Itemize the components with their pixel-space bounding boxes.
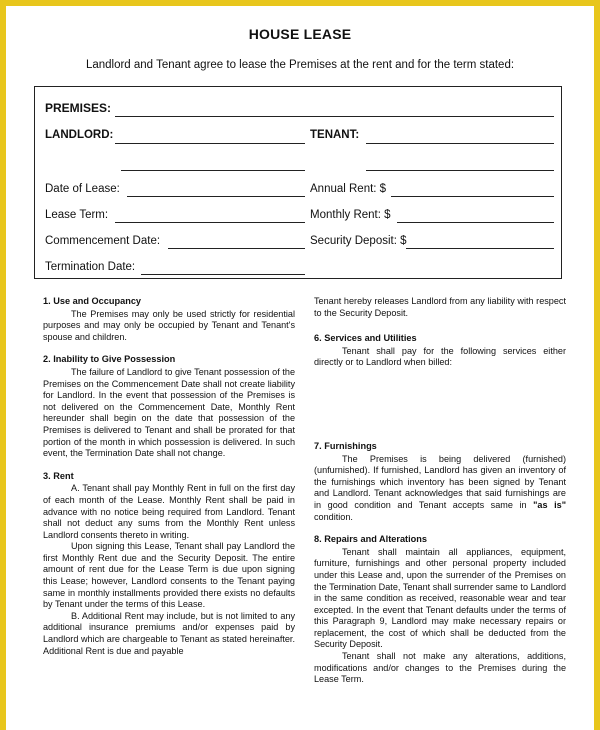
monthly-rent-field[interactable]: [397, 222, 554, 223]
lease-form-box: [34, 86, 562, 279]
section-heading: 3. Rent: [43, 470, 74, 481]
commencement-date-field[interactable]: [168, 248, 305, 249]
section-paragraph: Upon signing this Lease, Tenant shall pay Landlord the first Monthly Rent due and the Security Deposit. The entire amount of rent due for the Lease Term is due upon signing this Lease; however, Landlord consents to the Tenant paying same in monthly installments provided there exists no defaults by Tenant under the terms of this Lease.: [43, 541, 295, 610]
left-column: [43, 296, 295, 668]
as-is-bold: "as is": [533, 499, 567, 510]
landlord-field-2[interactable]: [121, 170, 305, 171]
section-use-occupancy: [43, 296, 295, 343]
security-deposit-label: Security Deposit: $: [310, 235, 407, 247]
security-deposit-field[interactable]: [406, 248, 554, 249]
text-run: The Premises is being delivered (furnished) (unfurnished). If furnished, Landlord has given an inventory of the furnishings which inventory has been signed by Tenant and Landlord. Tenant acknowledges that said furnishings are in good condition and Tenant accepts same in: [314, 453, 566, 510]
section-heading: 1. Use and Occupancy: [43, 296, 142, 306]
annual-rent-field[interactable]: [391, 196, 554, 197]
termination-date-label: Termination Date:: [45, 261, 136, 273]
premises-label: PREMISES:: [45, 101, 112, 115]
section-paragraph: [314, 454, 566, 524]
section-heading: 7. Furnishings: [314, 440, 377, 451]
date-of-lease-field[interactable]: [127, 196, 305, 197]
landlord-field[interactable]: [115, 143, 305, 144]
date-of-lease-label: Date of Lease:: [45, 183, 120, 195]
lease-term-field[interactable]: [115, 222, 305, 223]
section-furnishings: [314, 441, 566, 523]
document-title: HOUSE LEASE: [248, 26, 352, 42]
section-heading: 2. Inability to Give Possession: [43, 354, 176, 365]
section-paragraph: A. Tenant shall pay Monthly Rent in full on the first day of each month of the Lease. Monthly Rent shall be paid in advance with no notice being required from Landlord. Tenant shall not deduct any sums from the Monthly Rent unless Landlord consents thereto in writing.: [43, 483, 295, 540]
tenant-label: TENANT:: [310, 129, 360, 141]
premises-field[interactable]: [115, 116, 554, 117]
intro-text: Landlord and Tenant agree to lease the Premises at the rent and for the term stated:: [85, 59, 515, 71]
lease-term-label: Lease Term:: [45, 209, 109, 221]
section-paragraph: Tenant shall pay for the following services either directly or to Landlord when billed:: [314, 345, 566, 368]
section-paragraph: B. Additional Rent may include, but is not limited to any additional insurance premiums and/or expenses paid by Landlord which are chargeable to Tenant as stated hereinafter. Additional Rent is due and payable: [43, 610, 295, 656]
lease-page: [6, 6, 594, 730]
section-rent: [43, 471, 295, 658]
section-continued: [314, 296, 566, 319]
commencement-date-label: Commencement Date:: [45, 235, 161, 247]
section-paragraph: Tenant shall maintain all appliances, equipment, furniture, furnishings and other personal property included under this Lease and, upon the surrender of the Premises on the Termination Date, Tenant shall surrender same to Landlord in the same condition as received, reasonable wear and tear excepted. In the event that Tenant defaults under the terms of this Paragraph 9, Landlord may make necessary repairs or replacement, the cost of which shall be deducted from the Security Deposit.: [314, 546, 566, 650]
section-heading: 6. Services and Utilities: [314, 333, 417, 344]
section-paragraph: The failure of Landlord to give Tenant possession of the Premises on the Commencement Date shall not create liability for Landlord. In the event that possession of the Premises is not delivered on the Commencement Date, Monthly Rent hereunder shall begin on the date that possession of the Premises is delivered to Tenant and shall be prorated for that portion of the month in which possession is delivered. In such event, the Termination Date shall not change.: [43, 366, 295, 459]
landlord-label: LANDLORD:: [45, 129, 114, 141]
section-inability-possession: [43, 354, 295, 459]
section-paragraph: The Premises may only be used strictly for residential purposes and may only be occupied by Tenant and Tenant's spouse and children.: [43, 308, 295, 342]
monthly-rent-label: Monthly Rent: $: [310, 209, 391, 221]
annual-rent-label: Annual Rent: $: [310, 183, 387, 195]
section-paragraph: Tenant hereby releases Landlord from any liability with respect to the Security Deposit.: [314, 296, 566, 318]
section-heading: 8. Repairs and Alterations: [314, 534, 428, 545]
text-run: condition.: [314, 511, 353, 522]
tenant-field[interactable]: [366, 143, 554, 144]
right-column: [314, 296, 566, 697]
section-repairs-alterations: [314, 534, 566, 686]
termination-date-field[interactable]: [141, 274, 305, 275]
section-services-utilities: [314, 333, 566, 369]
tenant-field-2[interactable]: [366, 170, 554, 171]
section-paragraph: Tenant shall not make any alterations, additions, modifications and/or changes to the Premises during the Lease Term.: [314, 651, 566, 685]
